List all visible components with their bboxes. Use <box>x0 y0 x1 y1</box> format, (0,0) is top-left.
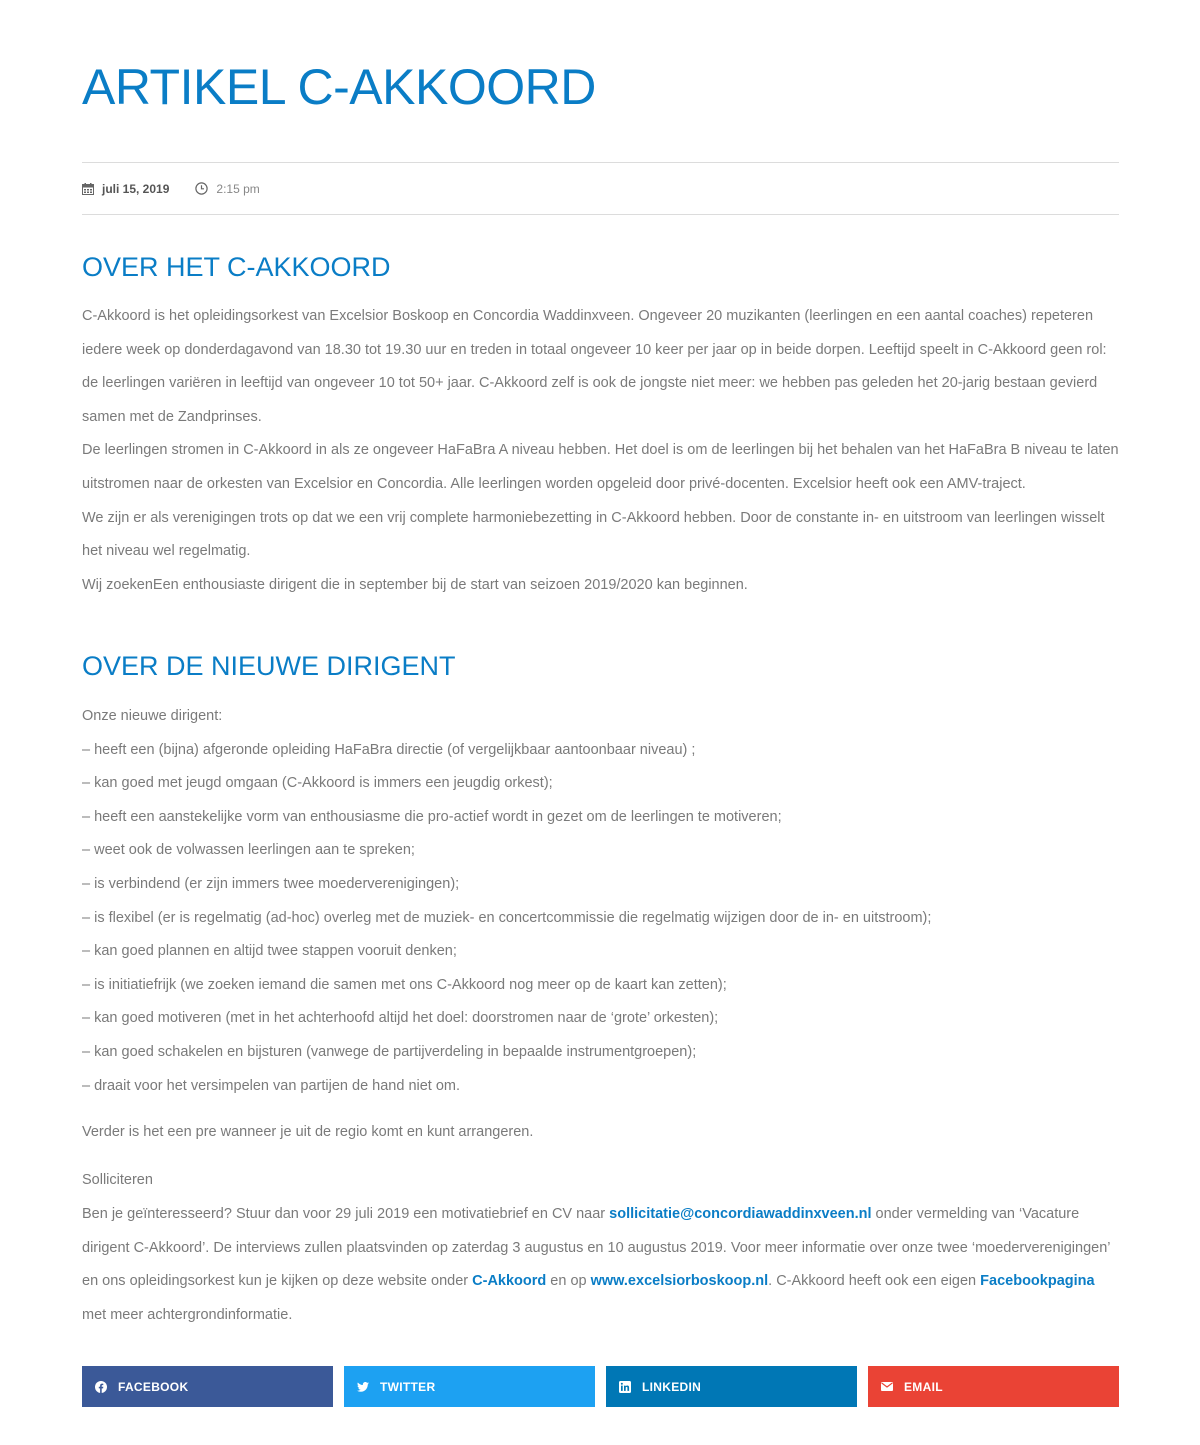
section1-body <box>82 300 1119 602</box>
envelope-icon <box>880 1380 894 1394</box>
share-twitter-button[interactable] <box>344 1366 595 1407</box>
dirigent-requirements <box>82 700 1119 1103</box>
share-twitter-label: TWITTER <box>380 1379 436 1394</box>
excelsior-link[interactable]: www.excelsiorboskoop.nl <box>590 1273 769 1290</box>
list-item: – kan goed plannen en altijd twee stappen vooruit denken; <box>82 943 457 960</box>
linkedin-icon <box>618 1380 632 1394</box>
share-facebook-label: FACEBOOK <box>118 1379 189 1394</box>
facebook-icon <box>94 1380 108 1394</box>
share-email-label: EMAIL <box>904 1379 943 1394</box>
email-link[interactable]: sollicitatie@concordiawaddinxveen.nl <box>609 1206 872 1222</box>
list-item: – heeft een aanstekelijke vorm van enthousiasme die pro-actief wordt in gezet om de leerlingen te motiveren; <box>82 808 782 825</box>
solli-text-2: onder vermelding van ‘Vacature dirigent C-Akkoord’. De interviews zullen plaatsvinden op zaterdag 3 augustus en 10 augustus 2019. Voor meer informatie over onze twee ‘moederverenigingen’ en ons opleidingsorkest kun je kijken op deze website onder <box>82 1206 1110 1290</box>
c-akkoord-link[interactable]: C-Akkoord <box>472 1273 547 1290</box>
solliciteren-heading: Solliciteren <box>82 1172 153 1188</box>
page-title: ARTIKEL C-AKKOORD <box>82 59 596 115</box>
section1-paragraph-4: Wij zoekenEen enthousiaste dirigent die in september bij de start van seizoen 2019/2020 kan beginnen. <box>82 576 748 593</box>
clock-icon <box>195 182 208 195</box>
post-time <box>195 182 259 196</box>
list-item: – is flexibel (er is regelmatig (ad-hoc) overleg met de muziek- en concertcommissie die regelmatig wijzigen door de in- en uitstroom); <box>82 909 932 926</box>
solliciteren-text <box>82 1198 1119 1332</box>
share-facebook-button[interactable] <box>82 1366 333 1407</box>
share-email-button[interactable] <box>868 1366 1119 1407</box>
solli-text-4: . C-Akkoord heeft ook een eigen <box>768 1273 981 1290</box>
section1-paragraph-1: C-Akkoord is het opleidingsorkest van Excelsior Boskoop en Concordia Waddinxveen. Ongeveer 20 muzikanten (leerlingen en een aantal coaches) repeteren iedere week op donderdagavond van 18.30 tot 19.30 uur en treden in totaal ongeveer 10 keer per jaar op in beide dorpen. Leeftijd speelt in C-Akkoord geen rol: de leerlingen variëren in leeftijd van ongeveer 10 tot 50+ jaar. C-Akkoord zelf is ook de jongste niet meer: we hebben pas geleden het 20-jarig bestaan gevierd samen met de Zandprinses. <box>82 308 1107 425</box>
section-heading-over-de-nieuwe-dirigent: OVER DE NIEUWE DIRIGENT <box>82 651 456 681</box>
requirements-intro: Onze nieuwe dirigent: <box>82 708 223 724</box>
section1-paragraph-2: De leerlingen stromen in C-Akkoord in als ze ongeveer HaFaBra A niveau hebben. Het doel is om de leerlingen bij het behalen van het HaFaBra B niveau te laten uitstromen naar de orkesten van Excelsior en Concordia. Alle leerlingen worden opgeleid door privé-docenten. Excelsior heeft ook een AMV-traject. <box>82 442 1119 492</box>
list-item: – heeft een (bijna) afgeronde opleiding HaFaBra directie (of vergelijkbaar aantoonbaar niveau) ; <box>82 741 696 758</box>
facebook-page-link[interactable]: Facebookpagina <box>980 1273 1095 1290</box>
solli-text-1: Ben je geïnteresseerd? Stuur dan voor 29 juli 2019 een motivatiebrief en CV naar <box>82 1206 610 1222</box>
share-buttons <box>82 1366 1119 1407</box>
share-linkedin-label: LINKEDIN <box>642 1379 702 1394</box>
list-item: – kan goed schakelen en bijsturen (vanwege de partijverdeling in bepaalde instrumentgroepen); <box>82 1043 697 1060</box>
twitter-icon <box>356 1380 370 1394</box>
section1-paragraph-3: We zijn er als verenigingen trots op dat we een vrij complete harmoniebezetting in C-Akkoord hebben. Door de constante in- en uitstroom van leerlingen wisselt het niveau wel regelmatig. <box>82 509 1105 560</box>
post-meta <box>82 162 1119 215</box>
list-item: – is verbindend (er zijn immers twee moederverenigingen); <box>82 875 460 892</box>
list-item: – is initiatiefrijk (we zoeken iemand die samen met ons C-Akkoord nog meer op de kaart kan zetten); <box>82 976 727 993</box>
section-heading-over-het-c-akkoord: OVER HET C-AKKOORD <box>82 252 391 282</box>
list-item: – kan goed motiveren (met in het achterhoofd altijd het doel: doorstromen naar de ‘grote’ orkesten); <box>82 1010 719 1027</box>
solli-text-3: en op <box>546 1273 591 1290</box>
post-time-text: 2:15 pm <box>216 181 260 196</box>
list-item: – kan goed met jeugd omgaan (C-Akkoord is immers een jeugdig orkest); <box>82 775 553 792</box>
post-date-text: juli 15, 2019 <box>102 181 170 196</box>
share-linkedin-button[interactable] <box>606 1366 857 1407</box>
list-item: – draait voor het versimpelen van partijen de hand niet om. <box>82 1077 461 1094</box>
calendar-icon <box>82 183 94 195</box>
post-date[interactable] <box>82 182 169 196</box>
extra-note: Verder is het een pre wanneer je uit de regio komt en kunt arrangeren. <box>82 1124 534 1140</box>
solli-text-5: met meer achtergrondinformatie. <box>82 1306 293 1323</box>
list-item: – weet ook de volwassen leerlingen aan te spreken; <box>82 842 415 859</box>
